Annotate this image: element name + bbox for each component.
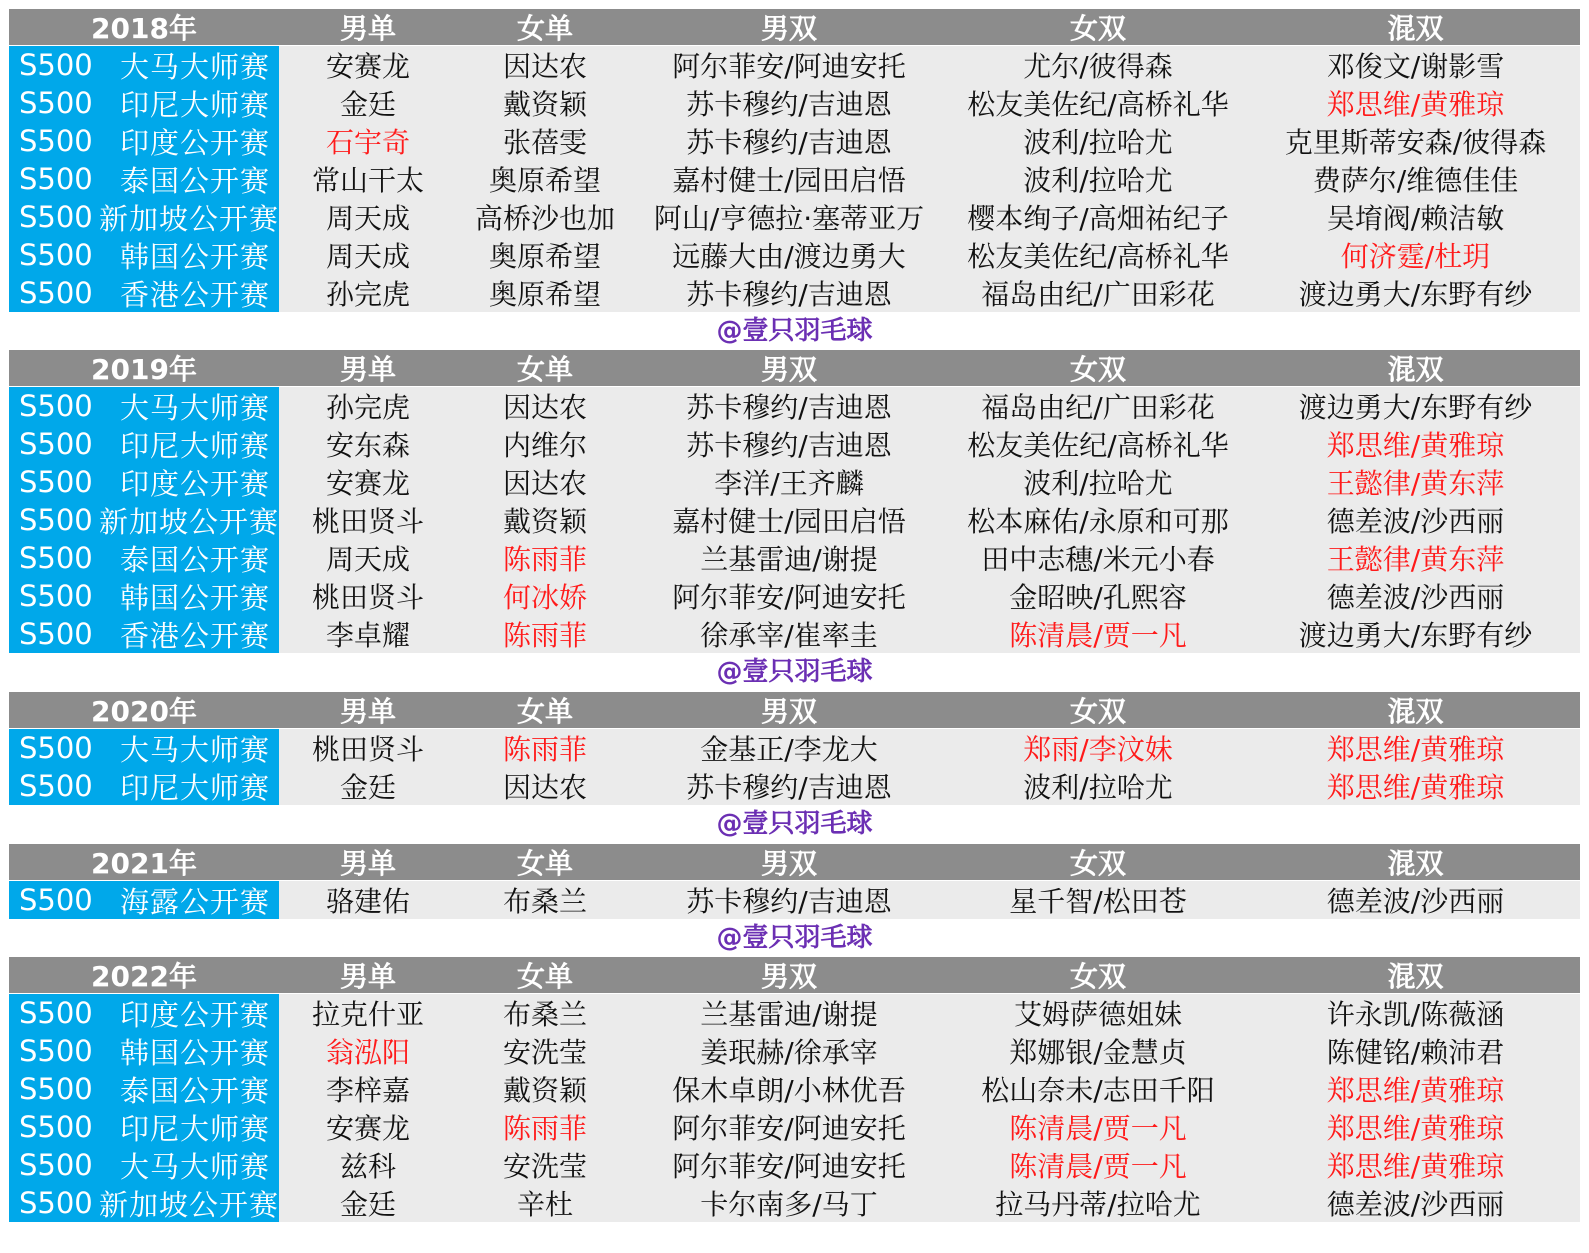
tournament-level: S500 [19, 541, 93, 575]
winner-cell: 李梓嘉 [325, 1074, 410, 1107]
tournament-label [9, 387, 279, 425]
table-row [9, 994, 1580, 1032]
tournament-name: 韩国公开赛 [119, 239, 270, 274]
winner-cell: 尤尔/彼得森 [1023, 50, 1173, 83]
winner-cell: 因达农 [502, 50, 587, 83]
tournament-name: 大马大师赛 [119, 49, 270, 84]
table-row [9, 767, 1580, 805]
winner-cell: 苏卡穆约/吉迪恩 [686, 126, 892, 159]
winner-cell: 波利/拉哈尤 [1023, 126, 1173, 159]
winner-cell: 李卓耀 [325, 619, 410, 652]
tournament-label [9, 84, 279, 122]
column-header: 男单 [339, 695, 396, 728]
winner-cell: 内维尔 [502, 429, 587, 462]
winner-cell: 因达农 [502, 467, 587, 500]
column-header: 女单 [516, 695, 573, 728]
table-row [9, 615, 1580, 653]
tournament-name: 印尼大师赛 [119, 770, 270, 805]
tournament-name: 印尼大师赛 [119, 1111, 270, 1146]
tournament-level: S500 [19, 1110, 93, 1144]
winner-cell: 安洗莹 [502, 1036, 587, 1069]
table-row [9, 198, 1580, 236]
table-row [9, 1070, 1580, 1108]
winner-cell: 周天成 [325, 240, 410, 273]
tournament-level: S500 [19, 769, 93, 803]
winner-cell: 李洋/王齐麟 [714, 467, 864, 500]
tournament-name: 印尼大师赛 [119, 428, 270, 463]
winner-cell: 吴堉阀/赖洁敏 [1326, 202, 1505, 235]
tournament-label [9, 1146, 279, 1184]
column-header: 女单 [516, 847, 573, 880]
winner-cell: 郑娜银/金慧贞 [1009, 1036, 1187, 1069]
winner-cell: 樱本绚子/高畑祐纪子 [967, 202, 1229, 235]
winner-cell: 布桑兰 [502, 998, 587, 1031]
winner-cell: 费萨尔/维德佳佳 [1312, 164, 1519, 197]
winner-cell: 卡尔南多/马丁 [700, 1188, 878, 1221]
tournament-level: S500 [19, 1034, 93, 1068]
tournament-level: S500 [19, 389, 93, 423]
winner-cell: 戴资颖 [502, 1074, 587, 1107]
table-row [9, 881, 1580, 919]
tournament-name: 泰国公开赛 [119, 542, 270, 577]
tournament-level: S500 [19, 883, 93, 917]
tournament-level: S500 [19, 503, 93, 537]
winner-cell: 阿尔菲安/阿迪安托 [672, 581, 906, 614]
table-row [9, 1108, 1580, 1146]
winner-cell: 阿山/亨德拉·塞蒂亚万 [653, 202, 925, 235]
winner-cell: 邓俊文/谢影雪 [1326, 50, 1505, 83]
year-label: 2020年 [91, 695, 197, 728]
winner-cell: 戴资颖 [502, 505, 587, 538]
tournament-label [9, 274, 279, 312]
winner-cell: 孙完虎 [325, 391, 410, 424]
winner-cell: 田中志穗/米元小春 [981, 543, 1215, 576]
winner-cell: 何济霆/杜玥 [1340, 240, 1491, 273]
winner-cell: 福岛由纪/广田彩花 [981, 278, 1215, 311]
tournament-label [9, 881, 279, 919]
table-row [9, 274, 1580, 312]
winner-cell: 金廷 [339, 1188, 396, 1221]
winner-cell: 松友美佐纪/高桥礼华 [967, 240, 1229, 273]
tournament-name: 印度公开赛 [119, 466, 270, 501]
tournament-label [9, 425, 279, 463]
winner-cell: 张蓓雯 [502, 126, 587, 159]
winner-cell: 郑雨/李汶妹 [1023, 733, 1173, 766]
winner-cell: 许永凯/陈薇涵 [1326, 998, 1505, 1031]
winner-cell: 常山干太 [311, 164, 424, 197]
winner-cell: 波利/拉哈尤 [1023, 164, 1173, 197]
winner-cell: 陈健铭/赖沛君 [1326, 1036, 1505, 1069]
tournament-name: 印度公开赛 [119, 997, 270, 1032]
winner-cell: 金廷 [339, 88, 396, 121]
table-row [9, 425, 1580, 463]
winner-cell: 艾姆萨德姐妹 [1013, 998, 1182, 1031]
table-row [9, 387, 1580, 425]
column-header: 男单 [339, 960, 396, 993]
column-header: 女双 [1069, 695, 1126, 728]
tournament-label [9, 463, 279, 501]
winner-cell: 拉克什亚 [311, 998, 424, 1031]
watermark: @壹只羽毛球 [716, 809, 873, 839]
tournament-level: S500 [19, 579, 93, 613]
winner-cell: 克里斯蒂安森/彼得森 [1284, 126, 1547, 159]
winner-cell: 陈雨菲 [502, 1112, 587, 1145]
winner-cell: 石宇奇 [325, 126, 410, 159]
tournament-label [9, 994, 279, 1032]
winner-cell: 兰基雷迪/谢提 [700, 543, 878, 576]
winner-cell: 桃田贤斗 [311, 733, 424, 766]
winner-cell: 陈雨菲 [502, 733, 587, 766]
tournament-level: S500 [19, 86, 93, 120]
tournament-name: 泰国公开赛 [119, 163, 270, 198]
winner-cell: 苏卡穆约/吉迪恩 [686, 391, 892, 424]
column-header: 女单 [516, 12, 573, 45]
winner-cell: 安赛龙 [325, 1112, 410, 1145]
tournament-name: 香港公开赛 [119, 277, 270, 312]
winner-cell: 嘉村健士/园田启悟 [672, 164, 906, 197]
winner-cell: 兰基雷迪/谢提 [700, 998, 878, 1031]
winner-cell: 戴资颖 [502, 88, 587, 121]
winner-cell: 辛杜 [516, 1188, 573, 1221]
tournament-name: 香港公开赛 [119, 618, 270, 653]
year-header-row [9, 844, 1580, 880]
column-header: 男双 [760, 960, 817, 993]
column-header: 男双 [760, 695, 817, 728]
year-header-row [9, 350, 1580, 386]
winner-cell: 松山奈未/志田千阳 [981, 1074, 1215, 1107]
winner-cell: 阿尔菲安/阿迪安托 [672, 50, 906, 83]
column-header: 混双 [1387, 353, 1444, 386]
tournament-name: 大马大师赛 [119, 732, 270, 767]
winner-cell: 波利/拉哈尤 [1023, 467, 1173, 500]
tournament-name: 韩国公开赛 [119, 580, 270, 615]
column-header: 混双 [1387, 12, 1444, 45]
watermark: @壹只羽毛球 [716, 316, 873, 346]
tournament-level: S500 [19, 1186, 93, 1220]
winner-cell: 郑思维/黄雅琼 [1326, 771, 1505, 804]
winner-cell: 布桑兰 [502, 885, 587, 918]
winner-cell: 松友美佐纪/高桥礼华 [967, 88, 1229, 121]
tournament-label [9, 198, 279, 236]
tournament-name: 新加坡公开赛 [98, 1187, 279, 1222]
tournament-label [9, 160, 279, 198]
tournament-label [9, 577, 279, 615]
winner-cell: 陈清晨/贾一凡 [1009, 1150, 1187, 1183]
tournament-level: S500 [19, 124, 93, 158]
winner-cell: 苏卡穆约/吉迪恩 [686, 278, 892, 311]
winner-cell: 嘉村健士/园田启悟 [672, 505, 906, 538]
winner-cell: 因达农 [502, 391, 587, 424]
winner-cell: 周天成 [325, 543, 410, 576]
tournament-level: S500 [19, 427, 93, 461]
table-row [9, 463, 1580, 501]
winner-cell: 渡边勇大/东野有纱 [1298, 619, 1533, 652]
winner-cell: 孙完虎 [325, 278, 410, 311]
winner-cell: 安赛龙 [325, 50, 410, 83]
tournament-level: S500 [19, 1072, 93, 1106]
winner-cell: 苏卡穆约/吉迪恩 [686, 771, 892, 804]
table-row [9, 122, 1580, 160]
winner-cell: 徐承宰/崔率圭 [700, 619, 878, 652]
winner-cell: 安赛龙 [325, 467, 410, 500]
tournament-label [9, 767, 279, 805]
winner-cell: 因达农 [502, 771, 587, 804]
tournament-level: S500 [19, 996, 93, 1030]
winner-cell: 金基正/李龙大 [700, 733, 878, 766]
table-row [9, 1146, 1580, 1184]
tournament-label [9, 1032, 279, 1070]
winner-cell: 德差波/沙西丽 [1326, 1188, 1505, 1221]
winner-cell: 周天成 [325, 202, 410, 235]
winner-cell: 兹科 [339, 1150, 396, 1183]
tournament-label [9, 46, 279, 84]
tournament-label [9, 615, 279, 653]
table-row [9, 501, 1580, 539]
winner-cell: 阿尔菲安/阿迪安托 [672, 1150, 906, 1183]
winner-cell: 安东森 [325, 429, 410, 462]
column-header: 女单 [516, 353, 573, 386]
tournament-label [9, 501, 279, 539]
winner-cell: 何冰娇 [502, 581, 587, 614]
tournament-level: S500 [19, 200, 93, 234]
winner-cell: 王懿律/黄东萍 [1326, 467, 1505, 500]
tournament-name: 印度公开赛 [119, 125, 270, 160]
winner-cell: 安洗莹 [502, 1150, 587, 1183]
watermark: @壹只羽毛球 [716, 657, 873, 687]
winner-cell: 苏卡穆约/吉迪恩 [686, 885, 892, 918]
winner-cell: 郑思维/黄雅琼 [1326, 1150, 1505, 1183]
column-header: 女单 [516, 960, 573, 993]
column-header: 男双 [760, 12, 817, 45]
winner-cell: 桃田贤斗 [311, 505, 424, 538]
tournament-name: 大马大师赛 [119, 1149, 270, 1184]
year-label: 2018年 [91, 12, 197, 45]
tournament-name: 大马大师赛 [119, 390, 270, 425]
column-header: 混双 [1387, 847, 1444, 880]
table-row [9, 160, 1580, 198]
tournament-label [9, 1108, 279, 1146]
table-row [9, 539, 1580, 577]
winner-cell: 远藤大由/渡边勇大 [672, 240, 906, 273]
winner-cell: 奥原希望 [488, 278, 601, 311]
winner-cell: 郑思维/黄雅琼 [1326, 1074, 1505, 1107]
tournament-label [9, 236, 279, 274]
winner-cell: 保木卓朗/小林优吾 [672, 1074, 906, 1107]
tournament-level: S500 [19, 731, 93, 765]
table-row [9, 236, 1580, 274]
winner-cell: 金昭映/孔熙容 [1009, 581, 1187, 614]
tournament-name: 新加坡公开赛 [98, 504, 279, 539]
winner-cell: 奥原希望 [488, 164, 601, 197]
winner-cell: 陈清晨/贾一凡 [1009, 1112, 1187, 1145]
winner-cell: 陈清晨/贾一凡 [1009, 619, 1187, 652]
year-header-row [9, 692, 1580, 728]
column-header: 男双 [760, 353, 817, 386]
column-header: 女双 [1069, 960, 1126, 993]
year-label: 2021年 [91, 847, 197, 880]
year-header-row [9, 957, 1580, 993]
table-row [9, 84, 1580, 122]
tournament-level: S500 [19, 617, 93, 651]
column-header: 女双 [1069, 847, 1126, 880]
tournament-label [9, 729, 279, 767]
winner-cell: 苏卡穆约/吉迪恩 [686, 88, 892, 121]
year-header-row [9, 9, 1580, 45]
winner-cell: 德差波/沙西丽 [1326, 505, 1505, 538]
winner-cell: 苏卡穆约/吉迪恩 [686, 429, 892, 462]
winner-cell: 郑思维/黄雅琼 [1326, 88, 1505, 121]
tournament-level: S500 [19, 1148, 93, 1182]
column-header: 男单 [339, 847, 396, 880]
winner-cell: 骆建佑 [325, 885, 410, 918]
table-row [9, 1184, 1580, 1222]
winner-cell: 渡边勇大/东野有纱 [1298, 278, 1533, 311]
tournament-label [9, 1184, 279, 1222]
tournament-name: 新加坡公开赛 [98, 201, 279, 236]
winner-cell: 拉马丹蒂/拉哈尤 [995, 1188, 1201, 1221]
winner-cell: 郑思维/黄雅琼 [1326, 429, 1505, 462]
winner-cell: 德差波/沙西丽 [1326, 885, 1505, 918]
tournament-name: 印尼大师赛 [119, 87, 270, 122]
winner-cell: 金廷 [339, 771, 396, 804]
column-header: 女双 [1069, 353, 1126, 386]
winner-cell: 星千智/松田苍 [1009, 885, 1187, 918]
winner-cell: 松友美佐纪/高桥礼华 [967, 429, 1229, 462]
tournament-level: S500 [19, 276, 93, 310]
winner-cell: 翁泓阳 [325, 1036, 410, 1069]
table-row [9, 1032, 1580, 1070]
tournament-name: 海露公开赛 [119, 884, 270, 919]
tournament-name: 韩国公开赛 [119, 1035, 270, 1070]
column-header: 女双 [1069, 12, 1126, 45]
winner-cell: 郑思维/黄雅琼 [1326, 733, 1505, 766]
winner-cell: 奥原希望 [488, 240, 601, 273]
tournament-level: S500 [19, 465, 93, 499]
column-header: 混双 [1387, 960, 1444, 993]
tournament-level: S500 [19, 48, 93, 82]
winner-cell: 陈雨菲 [502, 619, 587, 652]
winner-cell: 郑思维/黄雅琼 [1326, 1112, 1505, 1145]
column-header: 混双 [1387, 695, 1444, 728]
winner-cell: 松本麻佑/永原和可那 [967, 505, 1229, 538]
winner-cell: 阿尔菲安/阿迪安托 [672, 1112, 906, 1145]
column-header: 男单 [339, 12, 396, 45]
table-row [9, 577, 1580, 615]
winner-cell: 高桥沙也加 [474, 202, 615, 235]
column-header: 男单 [339, 353, 396, 386]
winner-cell: 渡边勇大/东野有纱 [1298, 391, 1533, 424]
winner-cell: 福岛由纪/广田彩花 [981, 391, 1215, 424]
winner-cell: 王懿律/黄东萍 [1326, 543, 1505, 576]
year-label: 2022年 [91, 960, 197, 993]
column-header: 男双 [760, 847, 817, 880]
winner-cell: 桃田贤斗 [311, 581, 424, 614]
tournament-name: 泰国公开赛 [119, 1073, 270, 1108]
watermark: @壹只羽毛球 [716, 923, 873, 953]
tournament-level: S500 [19, 238, 93, 272]
tournament-label [9, 1070, 279, 1108]
table-row [9, 46, 1580, 84]
table-row [9, 729, 1580, 767]
tournament-label [9, 122, 279, 160]
winner-cell: 陈雨菲 [502, 543, 587, 576]
tournament-level: S500 [19, 162, 93, 196]
winner-cell: 波利/拉哈尤 [1023, 771, 1173, 804]
winner-cell: 姜珉赫/徐承宰 [700, 1036, 878, 1069]
tournament-label [9, 539, 279, 577]
winner-cell: 德差波/沙西丽 [1326, 581, 1505, 614]
year-label: 2019年 [91, 353, 197, 386]
